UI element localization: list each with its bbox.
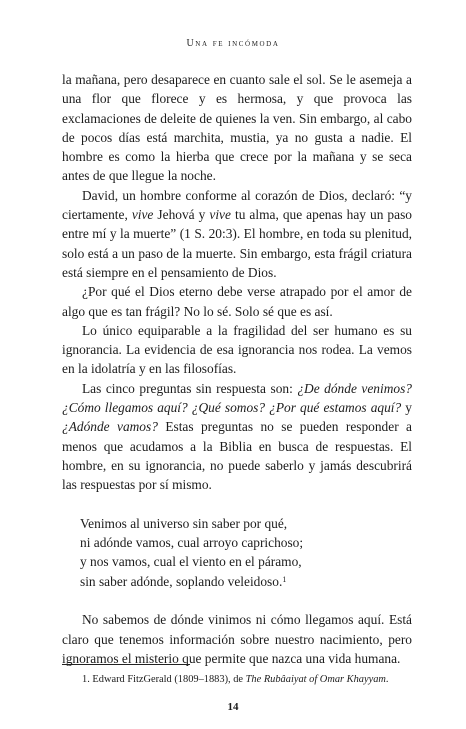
- emphasis-text: vive: [209, 207, 231, 223]
- poem-quote: [80, 514, 412, 591]
- emphasis-text: ¿Adónde vamos?: [62, 419, 158, 435]
- poem-line: Venimos al universo sin saber por qué,: [80, 515, 288, 531]
- closing-paragraph: No sabemos de dónde vinimos ni cómo llegamos aquí. Está claro que tenemos información sobre nuestro nacimiento, pero ignoramos el misterio que permite que nazca una vida humana.: [62, 612, 412, 666]
- emphasis-text: ¿De dónde venimos? ¿Cómo llegamos aquí? ¿Qué somos? ¿Por qué estamos aquí?: [62, 380, 412, 416]
- poem-line: y nos vamos, cual el viento en el páramo,: [80, 554, 302, 570]
- paragraph: [62, 70, 412, 186]
- paragraph: [62, 379, 412, 495]
- poem-line-last: [80, 572, 412, 591]
- footnote-title: The Rubâaiyat of Omar Khayyam: [245, 674, 386, 685]
- paragraph-text: ¿Por qué el Dios eterno debe verse atrapado por el amor de algo que es tan frágil? No lo sé. Solo sé que es así.: [62, 284, 412, 319]
- paragraph-text: Las cinco preguntas sin respuesta son:: [82, 380, 298, 396]
- paragraph-text: Estas preguntas no se pueden responder a menos que acudamos a la Biblia en busca de respuestas. El hombre, en su ignorancia, no puede saberlo y jamás descubrirá las respuestas por sí mismo.: [62, 419, 413, 493]
- paragraph-list: [62, 70, 412, 495]
- paragraph: [62, 282, 412, 321]
- paragraph: [62, 321, 412, 379]
- paragraph-text: y: [401, 400, 412, 416]
- paragraph: [62, 186, 412, 282]
- page-number: 14: [227, 701, 239, 713]
- paragraph-text: tu alma, que apenas hay un paso entre mí y la muerte” (1 S. 20:3). El hombre, en toda su plenitud, solo está a un paso de la muerte. Sin embargo, esta frágil criatura está siempre en el pensamiento de Dios.: [62, 207, 412, 280]
- paragraph-text: Jehová y: [153, 207, 210, 223]
- footnote-marker[interactable]: 1: [282, 574, 287, 584]
- footnote-end: .: [385, 674, 389, 685]
- body-text: [62, 70, 412, 668]
- poem-line-text: sin saber adónde, soplando veleidoso.: [80, 573, 283, 589]
- running-head: Una fe incómoda: [186, 38, 280, 49]
- footnote: [62, 673, 412, 687]
- footnote-number: 1.: [82, 674, 90, 685]
- paragraph-text: David, un hombre conforme al corazón de Dios, declaró: “y ciertamente,: [62, 187, 412, 223]
- poem-line: ni adónde vamos, cual arroyo caprichoso;: [80, 535, 304, 551]
- paragraph-text: la mañana, pero desaparece en cuanto sale el sol. Se le asemeja a una flor que florece y es hermosa, y que provoca las exclamaciones de deleite de quienes la ven. Sin embargo, al cabo de pocos días está marchita, mustia, ya no gusta a nadie. El hombre es como la hierba que crece por la mañana y se seca antes de que llegue la noche.: [62, 72, 412, 184]
- paragraph-text: Lo único equiparable a la fragilidad del ser humano es su ignorancia. La evidencia de esa ignorancia nos rodea. La vemos en la idolatría y en las filosofías.: [62, 322, 412, 377]
- footnote-rule: [62, 664, 190, 665]
- emphasis-text: vive: [131, 207, 154, 223]
- footnote-text: Edward FitzGerald (1809–1883), de: [92, 674, 246, 685]
